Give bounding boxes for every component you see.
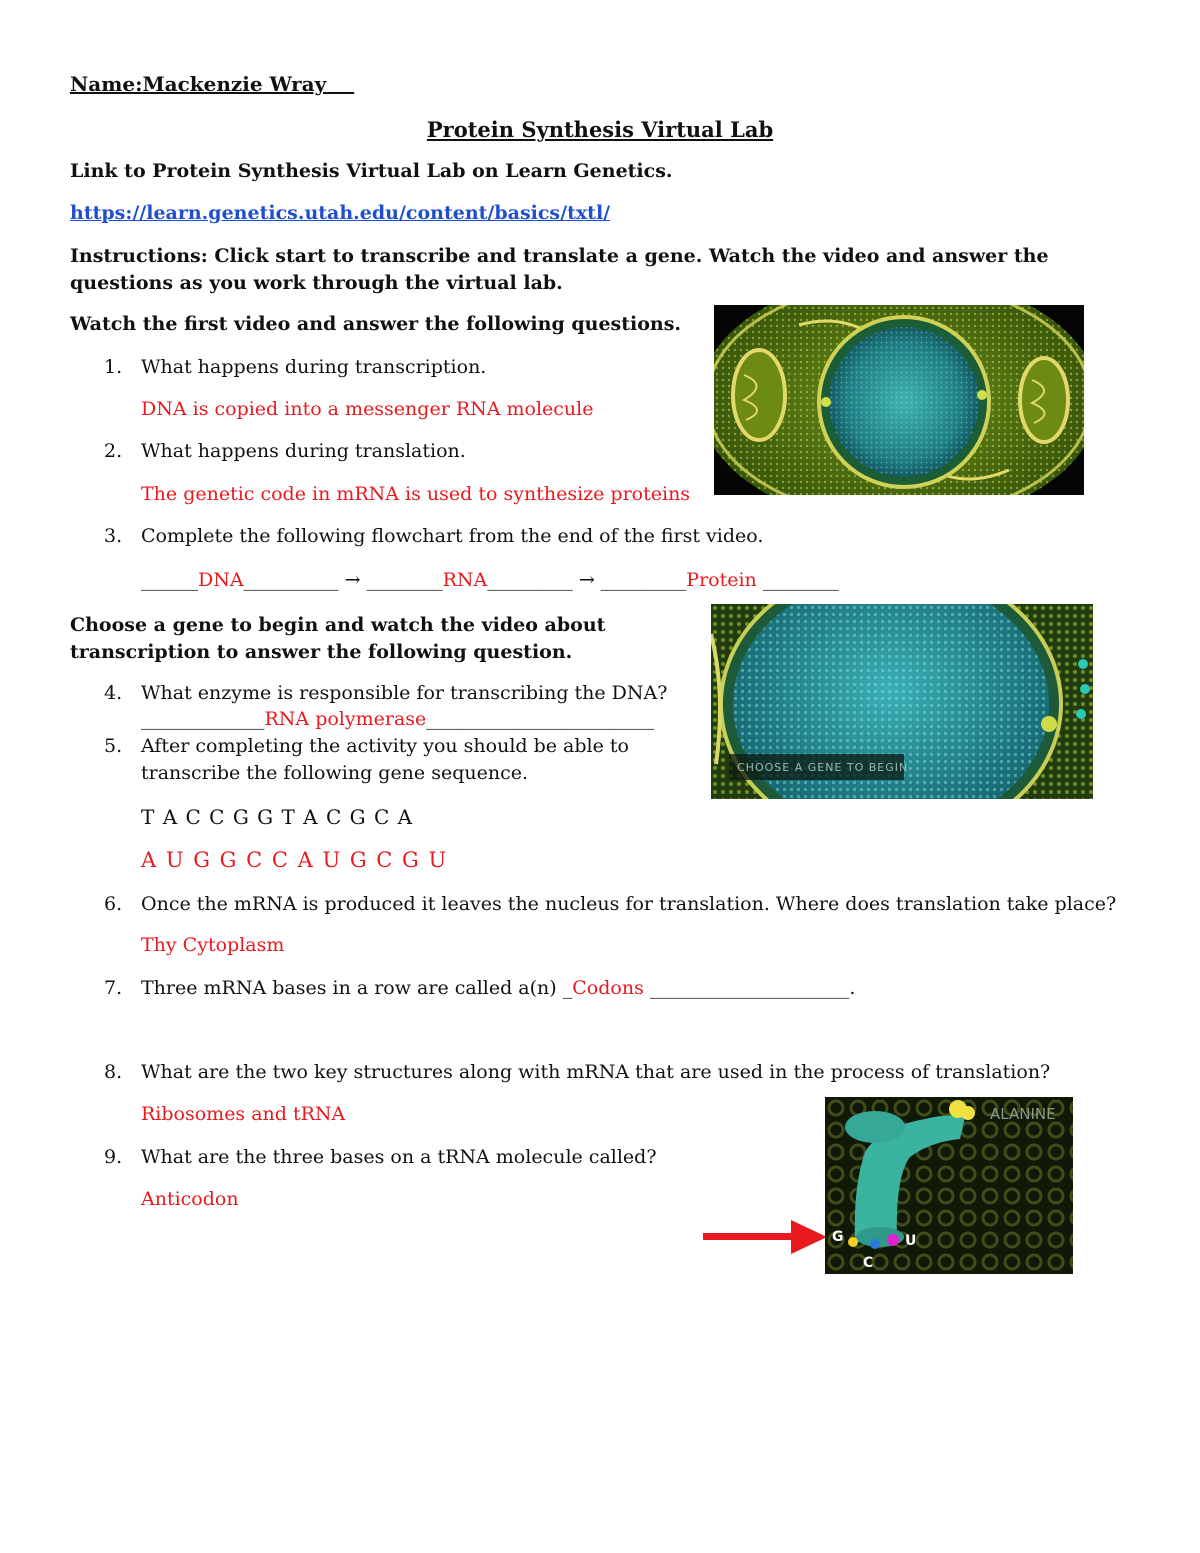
- q3-text: Complete the following flowchart from the end of the first video.: [141, 525, 764, 547]
- answer-blank: _____________: [141, 708, 265, 730]
- q4-text: What enzyme is responsible for transcribing the DNA?: [141, 682, 668, 704]
- section2-heading-line-1: Choose a gene to begin and watch the video about: [70, 614, 606, 636]
- flow-blank: ________: [762, 569, 839, 591]
- flowchart-line: [141, 569, 839, 591]
- q9-answer: Anticodon: [141, 1188, 239, 1210]
- flow-arrow: →: [578, 569, 595, 591]
- q4-answer: RNA polymerase: [264, 708, 427, 730]
- q9-text: What are the three bases on a tRNA molecule called?: [141, 1146, 657, 1168]
- flow-blank: ______: [141, 569, 198, 591]
- base-g-label: G: [832, 1229, 844, 1245]
- section2-heading-line-2: transcription to answer the following question.: [70, 641, 573, 663]
- flow-arrow: →: [344, 569, 361, 591]
- trna-illustration: [825, 1097, 1073, 1274]
- section1-heading: Watch the first video and answer the following questions.: [70, 313, 682, 335]
- q5-number: 5.: [104, 735, 123, 757]
- flow-blank: _________: [600, 569, 687, 591]
- name-label: Name:: [70, 72, 143, 96]
- flow-step-dna: DNA: [198, 569, 244, 591]
- q2-answer: The genetic code in mRNA is used to synthesize proteins: [141, 483, 691, 505]
- alanine-label: ALANINE: [990, 1105, 1056, 1123]
- cell-illustration: [714, 305, 1084, 495]
- flow-step-protein: Protein: [686, 569, 757, 591]
- cell-image-2: [711, 604, 1093, 799]
- base-c-label: C: [863, 1255, 874, 1271]
- flow-blank: _________: [487, 569, 573, 591]
- q8-text: What are the two key structures along with mRNA that are used in the process of translation?: [141, 1061, 1051, 1083]
- name-value: Mackenzie Wray: [142, 72, 327, 96]
- lab-url-link[interactable]: https://learn.genetics.utah.edu/content/basics/txtl/: [70, 202, 611, 224]
- cell-image-1: [714, 305, 1084, 495]
- flow-step-rna: RNA: [442, 569, 488, 591]
- q5-text-line-1: After completing the activity you should be able to: [141, 735, 629, 757]
- q2-text: What happens during translation.: [141, 440, 466, 462]
- flow-blank: __________: [243, 569, 339, 591]
- q7-suffix: _____________________.: [643, 977, 856, 999]
- q1-number: 1.: [104, 356, 123, 378]
- trna-image: [825, 1097, 1073, 1274]
- q7-line: [141, 977, 855, 999]
- name-line: [70, 72, 354, 96]
- q5-text-line-2: transcribe the following gene sequence.: [141, 762, 529, 784]
- q7-number: 7.: [104, 977, 123, 999]
- red-arrow-icon: [703, 1218, 827, 1256]
- instructions-line-1: Instructions: Click start to transcribe and translate a gene. Watch the video and answer the: [70, 245, 1049, 267]
- q6-text: Once the mRNA is produced it leaves the nucleus for translation. Where does translation take place?: [141, 893, 1117, 915]
- link-intro: Link to Protein Synthesis Virtual Lab on Learn Genetics.: [70, 160, 673, 182]
- q7-prefix: Three mRNA bases in a row are called a(n) _: [141, 977, 573, 999]
- base-u-label: U: [905, 1233, 917, 1249]
- q3-number: 3.: [104, 525, 123, 547]
- q4-answer-line: [141, 708, 654, 730]
- q8-answer: Ribosomes and tRNA: [141, 1103, 346, 1125]
- q1-answer: DNA is copied into a messenger RNA molecule: [141, 398, 594, 420]
- choose-gene-caption: CHOOSE A GENE TO BEGIN: [737, 761, 909, 774]
- q6-number: 6.: [104, 893, 123, 915]
- dna-sequence: T A C C G G T A C G C A: [141, 805, 414, 829]
- q4-number: 4.: [104, 682, 123, 704]
- q8-number: 8.: [104, 1061, 123, 1083]
- q7-answer: Codons: [572, 977, 644, 999]
- q6-answer: Thy Cytoplasm: [141, 934, 285, 956]
- q1-text: What happens during transcription.: [141, 356, 487, 378]
- flow-blank: ________: [366, 569, 443, 591]
- q2-number: 2.: [104, 440, 123, 462]
- rna-sequence: A U G G C C A U G C G U: [141, 848, 448, 872]
- q9-number: 9.: [104, 1146, 123, 1168]
- instructions-line-2: questions as you work through the virtual lab.: [70, 272, 563, 294]
- page-title: Protein Synthesis Virtual Lab: [426, 117, 774, 142]
- answer-blank: ________________________: [426, 708, 655, 730]
